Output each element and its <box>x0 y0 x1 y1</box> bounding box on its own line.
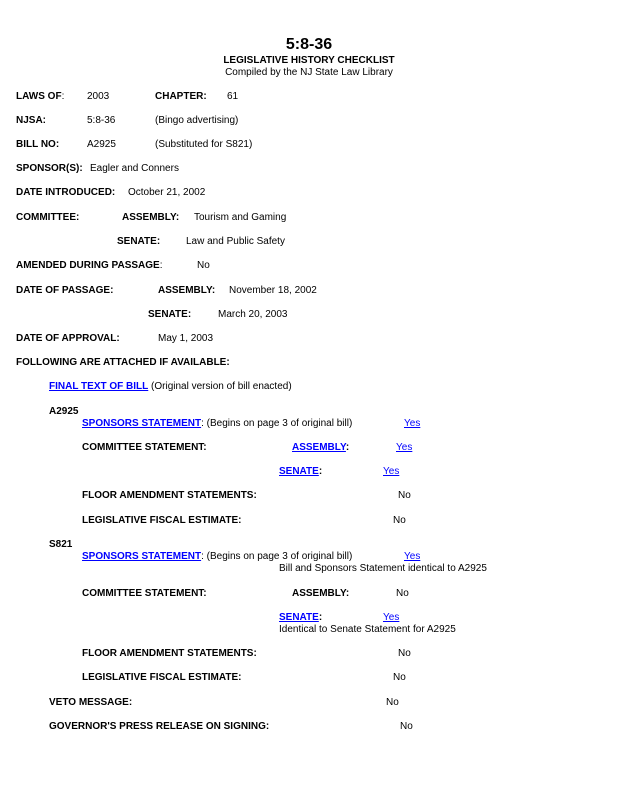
a2925-committee-assembly <box>292 442 349 454</box>
a2925-fiscal-value: No <box>393 515 406 526</box>
veto-label: VETO MESSAGE: <box>49 697 133 708</box>
s821-heading: S821 <box>49 539 73 550</box>
press-release-label: GOVERNOR'S PRESS RELEASE ON SIGNING <box>49 721 266 732</box>
s821-sponsors-extra: Bill and Sponsors Statement identical to A2925 <box>279 563 487 574</box>
final-text-row <box>49 381 292 393</box>
date-of-approval-label: DATE OF APPROVAL: <box>16 333 120 344</box>
bill-no-note: (Substituted for S821) <box>155 139 253 150</box>
chapter-value: 61 <box>227 91 239 102</box>
amended-label: AMENDED DURING PASSAGE <box>16 260 160 271</box>
passage-assembly-label: ASSEMBLY: <box>158 285 216 296</box>
amended-field <box>16 260 163 272</box>
a2925-fiscal-label: LEGISLATIVE FISCAL ESTIMATE: <box>82 515 242 526</box>
s821-senate-extra: Identical to Senate Statement for A2925 <box>279 624 456 635</box>
passage-assembly-value: November 18, 2002 <box>229 285 317 296</box>
press-release-field <box>49 721 269 733</box>
laws-of-label: LAWS OF <box>16 91 62 102</box>
date-of-approval-value: May 1, 2003 <box>158 333 214 344</box>
committee-senate-label: SENATE: <box>117 236 161 247</box>
a2925-senate-link[interactable]: SENATE <box>279 466 319 477</box>
a2925-assembly-colon: : <box>345 442 350 453</box>
passage-senate-value: March 20, 2003 <box>218 309 288 320</box>
njsa-value: 5:8-36 <box>87 115 116 126</box>
passage-senate-label: SENATE: <box>148 309 192 320</box>
page-title: 5:8-36 <box>285 36 333 53</box>
s821-sponsors-row <box>82 551 352 563</box>
laws-of-field <box>16 91 64 103</box>
date-introduced-label: DATE INTRODUCED: <box>16 187 116 198</box>
checklist-subtitle: LEGISLATIVE HISTORY CHECKLIST <box>223 55 395 66</box>
laws-of-colon: : <box>61 91 65 102</box>
s821-senate-yes-link[interactable]: Yes <box>383 612 400 623</box>
compiled-by: Compiled by the NJ State Law Library <box>225 67 393 78</box>
bill-no-label: BILL NO: <box>16 139 60 150</box>
date-of-passage-label: DATE OF PASSAGE: <box>16 285 114 296</box>
s821-sponsors-note: : (Begins on page 3 of original bill) <box>201 551 353 562</box>
a2925-sponsors-row <box>82 418 352 430</box>
s821-senate-colon: : <box>318 612 323 623</box>
attached-heading: FOLLOWING ARE ATTACHED IF AVAILABLE: <box>16 357 230 368</box>
press-release-colon: : <box>265 721 270 732</box>
s821-sponsors-statement-link[interactable]: SPONSORS STATEMENT <box>82 551 202 562</box>
a2925-heading: A2925 <box>49 406 79 417</box>
chapter-label: CHAPTER: <box>155 91 207 102</box>
s821-assembly-label: ASSEMBLY: <box>292 588 350 599</box>
s821-floor-label: FLOOR AMENDMENT STATEMENTS: <box>82 648 257 659</box>
amended-value: No <box>197 260 210 271</box>
final-text-note: (Original version of bill enacted) <box>151 381 292 392</box>
committee-assembly-label: ASSEMBLY: <box>122 212 180 223</box>
laws-of-value: 2003 <box>87 91 110 102</box>
committee-label: COMMITTEE: <box>16 212 80 223</box>
a2925-floor-value: No <box>398 490 411 501</box>
s821-senate-link[interactable]: SENATE <box>279 612 319 623</box>
press-release-value: No <box>400 721 413 732</box>
a2925-committee-senate <box>279 466 322 478</box>
committee-senate-value: Law and Public Safety <box>186 236 285 247</box>
a2925-sponsors-statement-link[interactable]: SPONSORS STATEMENT <box>82 418 202 429</box>
a2925-sponsors-note: : (Begins on page 3 of original bill) <box>201 418 353 429</box>
bill-no-value: A2925 <box>87 139 116 150</box>
s821-committee-senate <box>279 612 322 624</box>
a2925-sponsors-yes-link[interactable]: Yes <box>404 418 421 429</box>
s821-committee-label: COMMITTEE STATEMENT: <box>82 588 207 599</box>
s821-floor-value: No <box>398 648 411 659</box>
veto-value: No <box>386 697 399 708</box>
a2925-senate-yes-link[interactable]: Yes <box>383 466 400 477</box>
committee-assembly-value: Tourism and Gaming <box>194 212 287 223</box>
s821-sponsors-yes-link[interactable]: Yes <box>404 551 421 562</box>
date-introduced-value: October 21, 2002 <box>128 187 206 198</box>
a2925-senate-colon: : <box>318 466 323 477</box>
amended-colon: : <box>159 260 163 271</box>
a2925-assembly-yes-link[interactable]: Yes <box>396 442 413 453</box>
sponsors-value: Eagler and Conners <box>90 163 179 174</box>
s821-assembly-value: No <box>396 588 409 599</box>
a2925-floor-label: FLOOR AMENDMENT STATEMENTS: <box>82 490 257 501</box>
njsa-label: NJSA: <box>16 115 47 126</box>
njsa-note: (Bingo advertising) <box>155 115 239 126</box>
s821-fiscal-label: LEGISLATIVE FISCAL ESTIMATE: <box>82 672 242 683</box>
s821-fiscal-value: No <box>393 672 406 683</box>
sponsors-label: SPONSOR(S): <box>16 163 83 174</box>
final-text-link[interactable]: FINAL TEXT OF BILL <box>49 381 149 392</box>
a2925-assembly-link[interactable]: ASSEMBLY <box>292 442 346 453</box>
a2925-committee-label: COMMITTEE STATEMENT: <box>82 442 207 453</box>
